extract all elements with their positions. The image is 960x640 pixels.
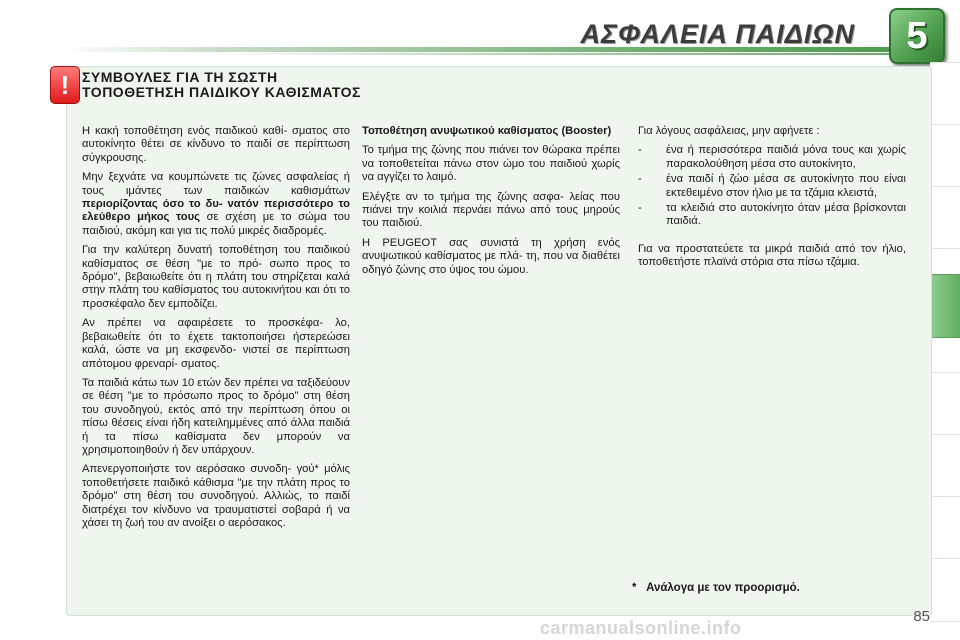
header-stripe-thin [200,53,900,55]
header-bar [0,0,960,62]
warning-symbol: ! [60,69,70,100]
col2-paragraph-1: Το τμήμα της ζώνης που πιάνει τον θώρακα πρέπει να τοποθετείται πάνω στον ώμο του παιδιού χωρίς να αγγίζει το λαιμό. [362,144,620,184]
list-item-text: ένα ή περισσότερα παιδιά μόνα τους και χωρίς παρακολούθηση μέσα στο αυτοκίνητο, [666,144,906,170]
side-tab-1[interactable] [930,62,960,126]
col1-paragraph-1: Η κακή τοποθέτηση ενός παιδικού καθί- σματος στο αυτοκίνητο θέτει σε κίνδυνο το παιδί σε περίπτωση σύγκρουσης. [82,125,350,164]
section-heading: ΣΥΜΒΟΥΛΕΣ ΓΙΑ ΤΗ ΣΩΣΤΗ ΤΟΠΟΘΕΤΗΣΗ ΠΑΙΔΙΚΟΥ ΚΑΘΙΣΜΑΤΟΣ [82,69,361,100]
side-tab-2[interactable] [930,124,960,188]
list-item [638,173,906,200]
list-item-text: ένα παιδί ή ζώο μέσα σε αυτοκίνητο που είναι εκτεθειμένο στον ήλιο με τα τζάμια κλειστά, [666,173,906,199]
footnote-marker: * [632,582,637,594]
side-tab-9[interactable] [930,558,960,622]
col3-intro: Για λόγους ασφάλειας, μην αφήνετε : [638,125,820,137]
col1-paragraph-6: Απενεργοποιήστε τον αερόσακο συνοδη- γού* μόλις τοποθετήσετε παιδικό κάθισμα "με την πλάτη προς το δρόμο" στη θέση του συνοδηγού. Αλλιώς, το παιδί διατρέχει τον κίνδυνο να τραυματιστεί σοβαρά ή να χάσει τη ζωή του αν ανοίξει ο αερόσακος. [82,463,350,529]
chapter-badge: 5 [889,8,945,64]
page-title: ΑΣΦΑΛΕΙΑ ΠΑΙΔΙΩΝ [580,19,855,49]
side-tab-6[interactable] [930,372,960,436]
col2-paragraph-2: Ελέγξτε αν το τμήμα της ζώνης ασφα- λείας που πιάνει την κοιλιά περνάει πάνω από τους μηρούς του παιδιού. [362,190,620,230]
safety-list [638,144,906,228]
side-tab-8[interactable] [930,496,960,560]
col1-paragraph-3: Για την καλύτερη δυνατή τοποθέτηση του παιδικού καθίσματος σε θέση "με το πρό- σωπο προς το δρόμο", βεβαιωθείτε ότι η πλάτη του στηρίζεται καλά στην πλάτη του καθίσματος του αυτοκινήτου και ότι το προσκέφαλο δεν εμποδίζει. [82,244,350,310]
list-dash: - [638,144,642,157]
list-dash: - [638,202,642,215]
booster-heading: Τοποθέτηση ανυψωτικού καθίσματος (Booster) [362,125,612,137]
list-item [638,144,906,171]
side-tab-7[interactable] [930,434,960,498]
col1-p2-text: Μην ξεχνάτε να κουμπώνετε τις ζώνες ασφαλείας ή τους ιμάντες των παιδικών καθισμάτων [82,171,350,197]
list-dash: - [638,173,642,186]
col3-paragraph-2: Για να προστατεύετε τα μικρά παιδιά από τον ήλιο, τοποθετήστε πλαϊνά στόρια στα πίσω τζάμια. [638,242,906,269]
column-3 [638,125,906,276]
col1-p2-bold: περιορίζοντας όσο το δυ- νατόν περισσότερο το ελεύθερο μήκος τους [82,198,350,224]
col1-paragraph-2 [82,171,350,238]
watermark: carmanualsonline.info [540,618,742,638]
page-number: 85 [913,608,930,625]
list-item [638,202,906,229]
column-2 [362,125,620,283]
footnote-text: Ανάλογα με τον προορισμό. [646,582,800,594]
col1-paragraph-5: Τα παιδιά κάτω των 10 ετών δεν πρέπει να ταξιδεύουν σε θέση "με το πρόσωπο προς το δρόμο" στη θέση του συνοδηγού, εκτός από την περίπτωση όπου οι πίσω θέσεις είναι ήδη κατειλημμένες από άλλα παιδιά ή τα πίσω καθίσματα δεν μπορούν να χρησιμοποιηθούν ή δεν υπάρχουν. [82,376,350,456]
col2-paragraph-3: Η PEUGEOT σας συνιστά τη χρήση ενός ανυψωτικού καθίσματος με πλά- τη, που να διαθέτει οδηγό ζώνης στο ύψος του ώμου. [362,236,620,276]
list-item-text: τα κλειδιά στο αυτοκίνητο όταν μέσα βρίσκονται παιδιά. [666,202,906,228]
col1-paragraph-4: Αν πρέπει να αφαιρέσετε το προσκέφα- λο, βεβαιωθείτε ότι το έχετε τακτοποιήσει ήστερεώσει καλά, ώστε να μη εκσφενδο- νιστεί σε περίπτωση απότομου φρεναρί- σματος. [82,317,350,370]
footnote [632,582,800,594]
warning-icon [50,66,80,104]
side-tab-3[interactable] [930,186,960,250]
column-1 [82,125,350,536]
col1-p2-text-end: σε σχέση με το σώμα του παιδιού, ακόμη και για τις πολύ μικρές διαδρομές. [82,211,350,237]
